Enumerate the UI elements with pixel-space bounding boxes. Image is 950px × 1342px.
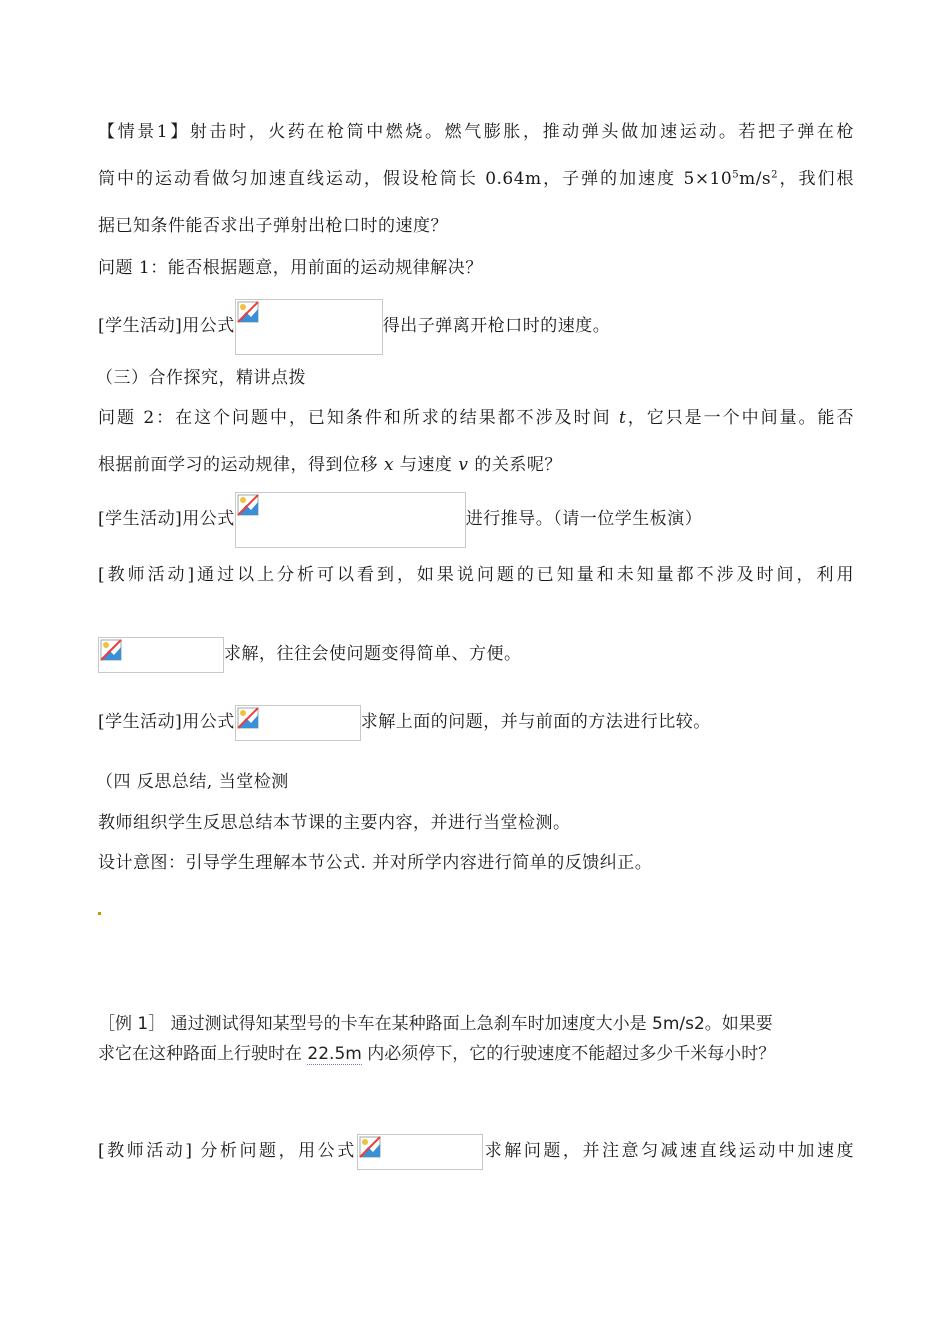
formula-image-placeholder xyxy=(235,492,466,548)
scenario-tag: 情景1 xyxy=(117,122,169,142)
question-2-text-1b: ，它只是一个中间量。能否 xyxy=(626,408,854,428)
question-2-line-1 xyxy=(98,406,854,430)
teacher-activity-2: [教师活动] 分析问题，用公式 求解问题，并注意匀减速直线运动中加速度 xyxy=(98,1133,854,1169)
example-1-line-2: 求它在这种路面上行驶时在 22.5m 内必须停下，它的行驶速度不能超过多少千米每小时？ xyxy=(98,1044,776,1064)
example-1-line-1: ［例 1］ 通过测试得知某型号的卡车在某种路面上急刹车时加速度大小是 5m/s2。如果要 xyxy=(98,1014,773,1034)
question-2-text-1a: 问题 2：在这个问题中，已知条件和所求的结果都不涉及时间 xyxy=(98,408,619,428)
scenario-line-2 xyxy=(98,167,854,191)
scenario-bracket-close: 】 xyxy=(168,122,190,142)
broken-image-icon xyxy=(100,639,122,661)
stray-mark xyxy=(98,912,101,915)
summary-line: 教师组织学生反思总结本节课的主要内容，并进行当堂检测。 xyxy=(98,813,571,833)
broken-image-icon xyxy=(237,301,259,323)
scenario-text-3: 据已知条件能否求出子弹射出枪口时的速度？ xyxy=(98,216,448,236)
student-activity-1-suffix: 得出子弹离开枪口时的速度。 xyxy=(382,316,611,336)
student-activity-1 xyxy=(98,298,854,354)
broken-image-icon xyxy=(359,1136,381,1158)
section-4-heading: （四 反思总结, 当堂检测 xyxy=(96,772,289,792)
var-v: v xyxy=(458,455,469,475)
scenario-text-2a: 筒中的运动看做匀加速直线运动，假设枪筒长 0.64m，子弹的加速度 5×10 xyxy=(98,169,733,189)
student-activity-2: [学生活动]用公式 进行推导。（请一位学生板演） xyxy=(98,491,854,547)
var-t: t xyxy=(618,408,627,428)
broken-image-icon xyxy=(237,707,259,729)
formula-image-placeholder xyxy=(235,705,361,741)
scenario-text-2b: m/s xyxy=(739,169,772,189)
design-intent: 设计意图：引导学生理解本节公式. 并对所学内容进行简单的反馈纠正。 xyxy=(98,853,653,873)
question-1 xyxy=(98,256,854,280)
scenario-line-1 xyxy=(98,120,854,144)
scenario-sup-1: 5 xyxy=(732,169,740,181)
scenario-bracket-open: 【 xyxy=(98,122,118,142)
scenario-text-2c: ，我们根 xyxy=(778,169,854,189)
formula-image-placeholder xyxy=(357,1134,483,1170)
section-3-heading: （三）合作探究，精讲点拨 xyxy=(96,368,306,388)
underlined-distance: 22.5m xyxy=(307,1044,362,1064)
teacher-activity-1-line-1: [教师活动]通过以上分析可以看到，如果说问题的已知量和未知量都不涉及时间，利用 xyxy=(98,565,854,585)
scenario-sup-2: 2 xyxy=(771,169,779,181)
question-1-text: 问题 1：能否根据题意，用前面的运动规律解决？ xyxy=(98,258,483,278)
student-activity-3: [学生活动]用公式 求解上面的问题，并与前面的方法进行比较。 xyxy=(98,704,854,740)
scenario-line-3 xyxy=(98,214,854,238)
broken-image-icon xyxy=(237,494,259,516)
question-2-line-2: 根据前面学习的运动规律，得到位移 x 与速度 v 的关系呢？ xyxy=(98,455,562,475)
var-x: x xyxy=(383,455,394,475)
formula-image-placeholder xyxy=(98,637,224,673)
scenario-text-1: 射击时，火药在枪筒中燃烧。燃气膨胀，推动弹头做加速运动。若把子弹在枪 xyxy=(189,122,855,142)
student-activity-1-prefix: [学生活动]用公式 xyxy=(98,316,235,336)
formula-image-placeholder xyxy=(235,299,383,355)
teacher-activity-1-line-2: 求解，往往会使问题变得简单、方便。 xyxy=(98,636,854,672)
